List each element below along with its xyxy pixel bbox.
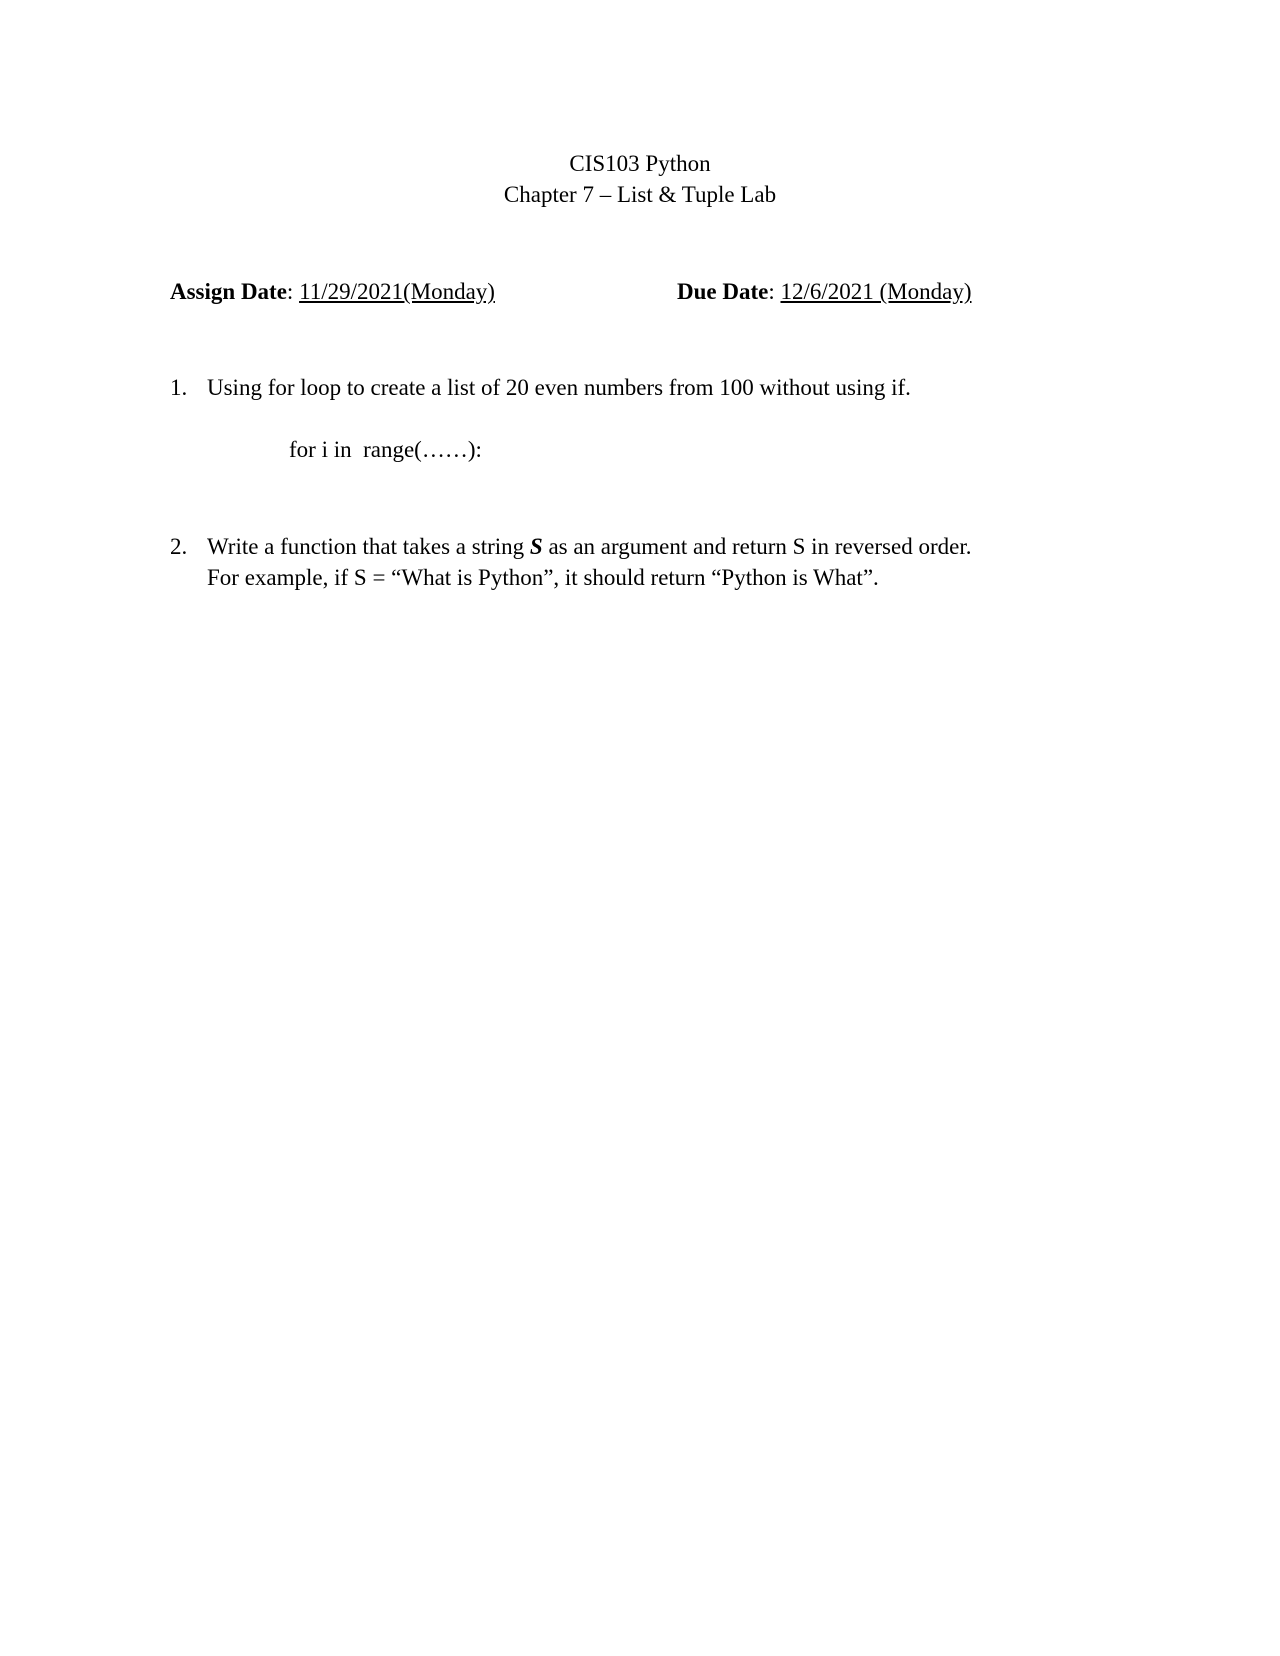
question-1-number: 1.: [170, 375, 188, 400]
title-block: [0, 148, 1280, 210]
assign-date-separator: :: [286, 279, 300, 304]
question-2-number: 2.: [170, 534, 188, 559]
due-date: [677, 276, 972, 307]
due-date-value: 12/6/2021 (Monday): [780, 279, 972, 304]
question-2-line-2: For example, if S = “What is Python”, it should return “Python is What”.: [207, 565, 879, 590]
question-2-text-after: as an argument and return S in reversed order.: [542, 534, 972, 559]
assign-date-value: 11/29/2021(Monday): [299, 279, 495, 304]
question-2-text: [207, 531, 971, 593]
question-1-text: Using for loop to create a list of 20 even numbers from 100 without using if.: [207, 375, 911, 400]
assign-date: [170, 276, 495, 307]
dates-row: [170, 276, 1170, 307]
question-2-line-1: [207, 531, 971, 562]
assign-date-label: Assign Date: [170, 279, 287, 304]
question-2-text-before: Write a function that takes a string: [207, 534, 530, 559]
due-date-label: Due Date: [677, 279, 769, 304]
question-2-emphasis: S: [529, 534, 543, 559]
due-date-separator: :: [768, 279, 781, 304]
question-1-code: for i in range(……):: [289, 437, 482, 462]
chapter-title: Chapter 7 – List & Tuple Lab: [503, 182, 777, 207]
course-title: CIS103 Python: [569, 151, 711, 176]
